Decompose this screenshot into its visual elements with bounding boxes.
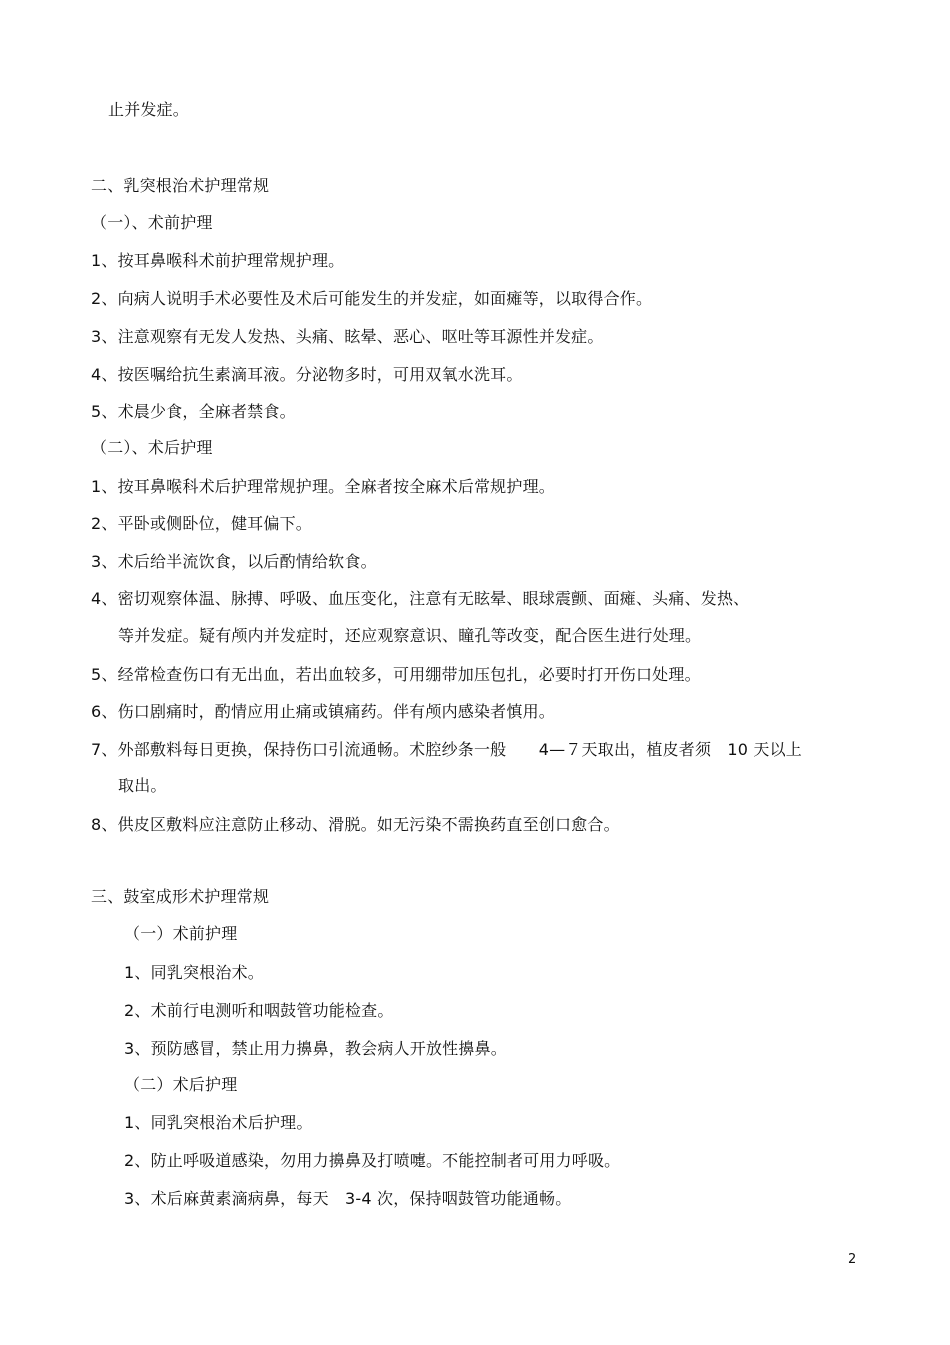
list-item: 2、防止呼吸道感染，勿用力擤鼻及打喷嚏。不能控制者可用力呼吸。	[124, 1151, 621, 1170]
list-item: 1、同乳突根治术后护理。	[124, 1113, 313, 1132]
section-heading: 二、乳突根治术护理常规	[91, 176, 270, 195]
list-item: 2、平卧或侧卧位，健耳偏下。	[91, 514, 312, 533]
list-item: 1、同乳突根治术。	[124, 963, 264, 982]
list-item-continuation: 取出。	[118, 776, 167, 795]
list-item: 1、按耳鼻喉科术前护理常规护理。	[91, 251, 345, 270]
list-item: 7、外部敷料每日更换，保持伤口引流通畅。术腔纱条一般 4—７天取出，植皮者须 10 天以上	[91, 740, 803, 759]
list-item: 5、经常检查伤口有无出血，若出血较多，可用绷带加压包扎，必要时打开伤口处理。	[91, 665, 701, 684]
subsection-heading: （一）术前护理	[124, 924, 238, 943]
list-item: 4、密切观察体温、脉搏、呼吸、血压变化，注意有无眩晕、眼球震颤、面瘫、头痛、发热、	[91, 589, 750, 608]
list-item: 2、术前行电测听和咽鼓管功能检查。	[124, 1001, 394, 1020]
list-item: 1、按耳鼻喉科术后护理常规护理。全麻者按全麻术后常规护理。	[91, 477, 555, 496]
continuation-text: 止并发症。	[108, 100, 190, 119]
list-item: 3、预防感冒，禁止用力擤鼻，教会病人开放性擤鼻。	[124, 1039, 507, 1058]
list-item: 3、注意观察有无发人发热、头痛、眩晕、恶心、呕吐等耳源性并发症。	[91, 327, 604, 346]
list-item: 2、向病人说明手术必要性及术后可能发生的并发症，如面瘫等，以取得合作。	[91, 289, 653, 308]
list-item: 8、供皮区敷料应注意防止移动、滑脱。如无污染不需换药直至创口愈合。	[91, 815, 620, 834]
page-number: 2	[848, 1252, 857, 1267]
subsection-heading: （二）、术后护理	[91, 438, 213, 457]
list-item: 6、伤口剧痛时，酌情应用止痛或镇痛药。伴有颅内感染者慎用。	[91, 702, 555, 721]
list-item: 3、术后给半流饮食，以后酌情给软食。	[91, 552, 377, 571]
list-item: 5、术晨少食，全麻者禁食。	[91, 402, 296, 421]
subsection-heading: （一）、术前护理	[91, 213, 213, 232]
list-item: 3、术后麻黄素滴病鼻，每天 3-4 次，保持咽鼓管功能通畅。	[124, 1189, 572, 1208]
section-heading: 三、鼓室成形术护理常规	[91, 887, 270, 906]
list-item-continuation: 等并发症。疑有颅内并发症时，还应观察意识、瞳孔等改变，配合医生进行处理。	[118, 626, 702, 645]
list-item: 4、按医嘱给抗生素滴耳液。分泌物多时，可用双氧水洗耳。	[91, 365, 523, 384]
subsection-heading: （二）术后护理	[124, 1075, 238, 1094]
